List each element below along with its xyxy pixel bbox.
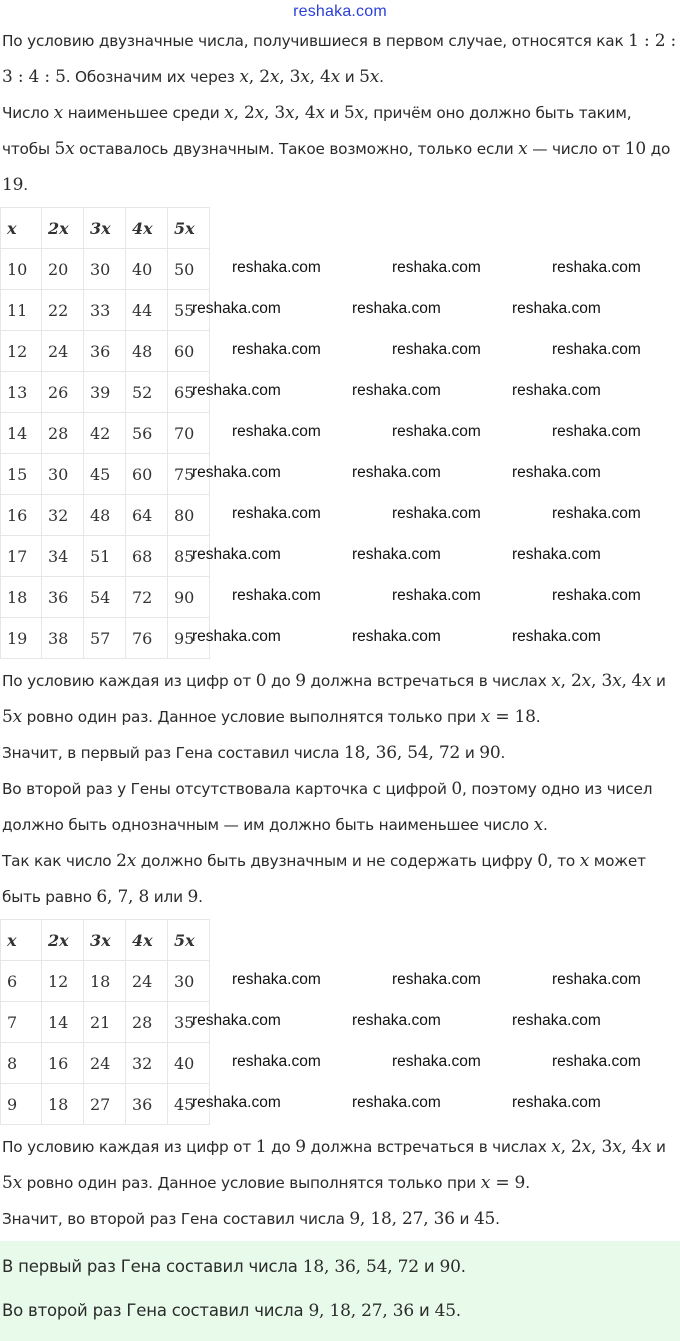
math-expression: 5x (343, 103, 364, 123)
table-cell: 30 (168, 961, 210, 1002)
table-cell: 65 (168, 372, 210, 413)
watermark: reshaka.com (512, 1094, 601, 1111)
text-segment: , причём оно должно быть таким, чтобы (2, 104, 632, 158)
math-expression: 90 (439, 1257, 461, 1277)
column-header: 3x (84, 208, 126, 249)
watermark: reshaka.com (192, 382, 281, 399)
math-expression: 1 : 2 : 3 : 4 : 5 (2, 31, 677, 87)
text-segment: Число (2, 104, 54, 122)
watermark: reshaka.com (512, 464, 601, 481)
table-cell: 16 (42, 1043, 84, 1084)
watermark: reshaka.com (232, 971, 321, 988)
math-expression: x (53, 103, 64, 123)
table-cell: 12 (1, 331, 42, 372)
text-segment: должна встречаться в числах (305, 1138, 552, 1156)
text-segment: . (23, 176, 28, 194)
watermark: reshaka.com (512, 1012, 601, 1029)
text-segment: до (645, 140, 671, 158)
text-segment: оставалось двузначным. Такое возможно, только если (74, 140, 519, 158)
math-expression: x (579, 851, 590, 871)
table-cell: 80 (168, 495, 210, 536)
watermark: reshaka.com (192, 1094, 281, 1111)
table-cell: 60 (168, 331, 210, 372)
table-cell: 60 (126, 454, 168, 495)
text-segment: и (418, 1257, 440, 1276)
math-expression: 5x (54, 139, 75, 159)
table-cell: 90 (168, 577, 210, 618)
watermark: reshaka.com (552, 259, 641, 276)
watermark: reshaka.com (512, 628, 601, 645)
table-row (1, 961, 210, 1002)
table-row (1, 1084, 210, 1125)
table-row (1, 1002, 210, 1043)
table-row (1, 536, 210, 577)
table-cell: 48 (84, 495, 126, 536)
table-cell: 26 (42, 372, 84, 413)
table-cell: 35 (168, 1002, 210, 1043)
watermark: reshaka.com (392, 341, 481, 358)
table-second-case (0, 919, 210, 1125)
table-cell: 8 (1, 1043, 42, 1084)
paragraph-possible-x (0, 843, 680, 915)
watermark: reshaka.com (232, 1053, 321, 1070)
table-row (1, 249, 210, 290)
text-segment: и (413, 1301, 435, 1320)
text-segment: и (651, 672, 666, 690)
watermark: reshaka.com (192, 546, 281, 563)
text-segment: и (460, 744, 480, 762)
table-row (1, 331, 210, 372)
watermark: reshaka.com (552, 587, 641, 604)
text-segment: и (651, 1138, 666, 1156)
math-expression: x, 2x, 3x, 4x (239, 67, 341, 87)
text-segment: . (535, 708, 541, 726)
math-expression: 9 (295, 671, 306, 691)
column-header: 5x (168, 920, 210, 961)
math-expression: x = 18 (480, 707, 536, 727)
text-segment: . (379, 68, 384, 86)
math-expression: 19 (2, 175, 24, 195)
paragraph-result-1 (0, 735, 680, 771)
math-expression: 9, 18, 27, 36 (308, 1301, 414, 1321)
table-cell: 70 (168, 413, 210, 454)
table-second-wrapper (0, 919, 680, 1125)
table-cell: 39 (84, 372, 126, 413)
watermark: reshaka.com (352, 628, 441, 645)
watermark: reshaka.com (352, 1094, 441, 1111)
column-header: 4x (126, 920, 168, 961)
table-cell: 85 (168, 536, 210, 577)
watermark: reshaka.com (552, 1053, 641, 1070)
table-cell: 6 (1, 961, 42, 1002)
table-header-row (1, 920, 210, 961)
table-cell: 27 (84, 1084, 126, 1125)
watermark: reshaka.com (392, 1053, 481, 1070)
watermark: reshaka.com (352, 464, 441, 481)
table-cell: 36 (84, 331, 126, 372)
text-segment: и (454, 1210, 474, 1228)
table-cell: 14 (42, 1002, 84, 1043)
table-cell: 40 (126, 249, 168, 290)
math-expression: 5x (359, 67, 380, 87)
table-cell: 17 (1, 536, 42, 577)
math-expression: 2x (116, 851, 137, 871)
table-cell: 19 (1, 618, 42, 659)
table-cell: 40 (168, 1043, 210, 1084)
table-cell: 10 (1, 249, 42, 290)
math-expression: 45 (473, 1209, 496, 1229)
math-expression: x, 2x, 3x, (551, 1137, 627, 1157)
math-expression: 45 (434, 1301, 456, 1321)
text-segment: и (324, 104, 344, 122)
table-cell: 75 (168, 454, 210, 495)
table-cell: 33 (84, 290, 126, 331)
table-cell: 42 (84, 413, 126, 454)
math-expression: 5x (2, 707, 23, 727)
text-segment: должно быть двузначным и не содержать цифру (136, 852, 538, 870)
column-header: 2x (42, 920, 84, 961)
watermark: reshaka.com (192, 628, 281, 645)
table-cell: 21 (84, 1002, 126, 1043)
table-row (1, 618, 210, 659)
text-segment: . (500, 744, 506, 762)
table-cell: 32 (42, 495, 84, 536)
table-cell: 34 (42, 536, 84, 577)
table-cell: 64 (126, 495, 168, 536)
math-expression: 0 (451, 779, 462, 799)
table-cell: 22 (42, 290, 84, 331)
text-segment: По условию двузначные числа, получившиеся в первом случае, относятся как (2, 32, 629, 50)
table-cell: 9 (1, 1084, 42, 1125)
text-segment: должна встречаться в числах (305, 672, 552, 690)
text-segment: Так как число (2, 852, 117, 870)
table-cell: 7 (1, 1002, 42, 1043)
column-header: x (1, 208, 42, 249)
math-expression: 9 (187, 887, 199, 907)
table-cell: 48 (126, 331, 168, 372)
math-expression: 4x (631, 1137, 652, 1157)
watermark: reshaka.com (232, 259, 321, 276)
watermark: reshaka.com (192, 1012, 281, 1029)
paragraph-result-2 (0, 1201, 680, 1237)
table-cell: 52 (126, 372, 168, 413)
text-segment: может быть равно (2, 852, 646, 906)
table-header-row (1, 208, 210, 249)
text-segment: . (543, 816, 548, 834)
table-cell: 76 (126, 618, 168, 659)
math-expression: x (518, 139, 528, 159)
text-segment: наименьшее среди (63, 104, 225, 122)
text-segment: ровно один раз. Данное условие выполнятся только при (22, 1174, 481, 1192)
watermark: reshaka.com (392, 423, 481, 440)
math-expression: 10 (624, 139, 646, 159)
text-segment: . (198, 888, 203, 906)
watermark: reshaka.com (512, 546, 601, 563)
math-expression: x, 2x, 3x, (551, 671, 627, 691)
table-cell: 28 (126, 1002, 168, 1043)
table-first-case (0, 207, 210, 659)
table-cell: 15 (1, 454, 42, 495)
column-header: 4x (126, 208, 168, 249)
site-label[interactable]: reshaka.com (293, 3, 387, 20)
table-cell: 45 (168, 1084, 210, 1125)
watermark: reshaka.com (392, 259, 481, 276)
watermark: reshaka.com (392, 505, 481, 522)
watermark: reshaka.com (392, 971, 481, 988)
math-expression: 5x (2, 1173, 23, 1193)
text-segment: до (266, 1138, 296, 1156)
table-cell: 55 (168, 290, 210, 331)
math-expression: 4x (631, 671, 652, 691)
table-cell: 51 (84, 536, 126, 577)
text-segment: Во второй раз у Гены отсутствовала карточка с цифрой (2, 780, 452, 798)
text-segment: В первый раз Гена составил числа (2, 1257, 303, 1276)
watermark: reshaka.com (392, 587, 481, 604)
watermark: reshaka.com (232, 505, 321, 522)
watermark: reshaka.com (512, 382, 601, 399)
paragraph-ratio (0, 23, 680, 95)
text-segment: Значит, во второй раз Гена составил числа (2, 1210, 350, 1228)
math-expression: x (533, 815, 544, 835)
table-cell: 38 (42, 618, 84, 659)
table-row (1, 454, 210, 495)
text-segment: и (340, 68, 360, 86)
table-cell: 14 (1, 413, 42, 454)
paragraph-second-case (0, 771, 680, 843)
table-row (1, 372, 210, 413)
table-row (1, 577, 210, 618)
watermark: reshaka.com (232, 587, 321, 604)
watermark: reshaka.com (552, 971, 641, 988)
math-expression: 0 (255, 671, 267, 691)
math-expression: 9 (295, 1137, 306, 1157)
table-cell: 57 (84, 618, 126, 659)
math-expression: x, 2x, 3x, 4x (224, 103, 325, 123)
table-cell: 16 (1, 495, 42, 536)
answer-first (0, 1245, 680, 1289)
text-segment: . Обозначим их через (65, 68, 240, 86)
text-segment: Значит, в первый раз Гена составил числа (2, 744, 345, 762)
math-expression: 0 (537, 851, 548, 871)
table-cell: 44 (126, 290, 168, 331)
table-cell: 50 (168, 249, 210, 290)
table-row (1, 1043, 210, 1084)
text-segment: . (525, 1174, 530, 1192)
math-expression: 18, 36, 54, 72 (344, 743, 461, 763)
watermark: reshaka.com (512, 300, 601, 317)
column-header: 2x (42, 208, 84, 249)
text-segment: ровно один раз. Данное условие выполнятся только при (22, 708, 481, 726)
text-segment: По условию каждая из цифр от (2, 1138, 256, 1156)
text-segment: Во второй раз Гена составил числа (2, 1301, 309, 1320)
table-cell: 30 (42, 454, 84, 495)
math-expression: x = 9 (480, 1173, 526, 1193)
table-cell: 13 (1, 372, 42, 413)
text-segment: или (149, 888, 188, 906)
table-row (1, 413, 210, 454)
table-cell: 18 (84, 961, 126, 1002)
math-expression: 90 (479, 743, 501, 763)
watermark: reshaka.com (352, 546, 441, 563)
column-header: x (1, 920, 42, 961)
table-cell: 28 (42, 413, 84, 454)
text-segment: , поэтому одно из чисел должно быть однозначным — им должно быть наименьшее число (2, 780, 653, 834)
table-cell: 56 (126, 413, 168, 454)
column-header: 5x (168, 208, 210, 249)
table-cell: 72 (126, 577, 168, 618)
table-first-wrapper (0, 207, 680, 659)
watermark: reshaka.com (552, 341, 641, 358)
column-header: 3x (84, 920, 126, 961)
math-expression: 1 (255, 1137, 267, 1157)
table-cell: 18 (1, 577, 42, 618)
table-cell: 11 (1, 290, 42, 331)
table-cell: 36 (126, 1084, 168, 1125)
watermark: reshaka.com (232, 341, 321, 358)
math-expression: 18, 36, 54, 72 (302, 1257, 419, 1277)
answer-second (0, 1289, 680, 1333)
paragraph-condition-2 (0, 1129, 680, 1201)
text-segment: . (455, 1301, 461, 1320)
watermark: reshaka.com (232, 423, 321, 440)
table-cell: 24 (126, 961, 168, 1002)
table-cell: 36 (42, 577, 84, 618)
table-cell: 12 (42, 961, 84, 1002)
table-row (1, 290, 210, 331)
watermark: reshaka.com (352, 1012, 441, 1029)
math-expression: 9, 18, 27, 36 (349, 1209, 455, 1229)
watermark: reshaka.com (192, 464, 281, 481)
text-segment: . (460, 1257, 466, 1276)
table-cell: 24 (42, 331, 84, 372)
table-cell: 68 (126, 536, 168, 577)
watermark: reshaka.com (352, 382, 441, 399)
text-segment: . (495, 1210, 500, 1228)
table-cell: 18 (42, 1084, 84, 1125)
paragraph-condition-1 (0, 663, 680, 735)
table-cell: 95 (168, 618, 210, 659)
table-cell: 30 (84, 249, 126, 290)
math-expression: 6, 7, 8 (96, 887, 150, 907)
watermark: reshaka.com (552, 423, 641, 440)
watermark: reshaka.com (552, 505, 641, 522)
table-cell: 24 (84, 1043, 126, 1084)
table-cell: 54 (84, 577, 126, 618)
text-segment: до (266, 672, 296, 690)
text-segment: , то (547, 852, 580, 870)
text-segment: — число от (527, 140, 625, 158)
watermark: reshaka.com (352, 300, 441, 317)
paragraph-range (0, 95, 680, 203)
table-row (1, 495, 210, 536)
watermark: reshaka.com (192, 300, 281, 317)
answer-box (0, 1241, 680, 1341)
table-cell: 32 (126, 1043, 168, 1084)
table-cell: 45 (84, 454, 126, 495)
table-cell: 20 (42, 249, 84, 290)
text-segment: По условию каждая из цифр от (2, 672, 256, 690)
